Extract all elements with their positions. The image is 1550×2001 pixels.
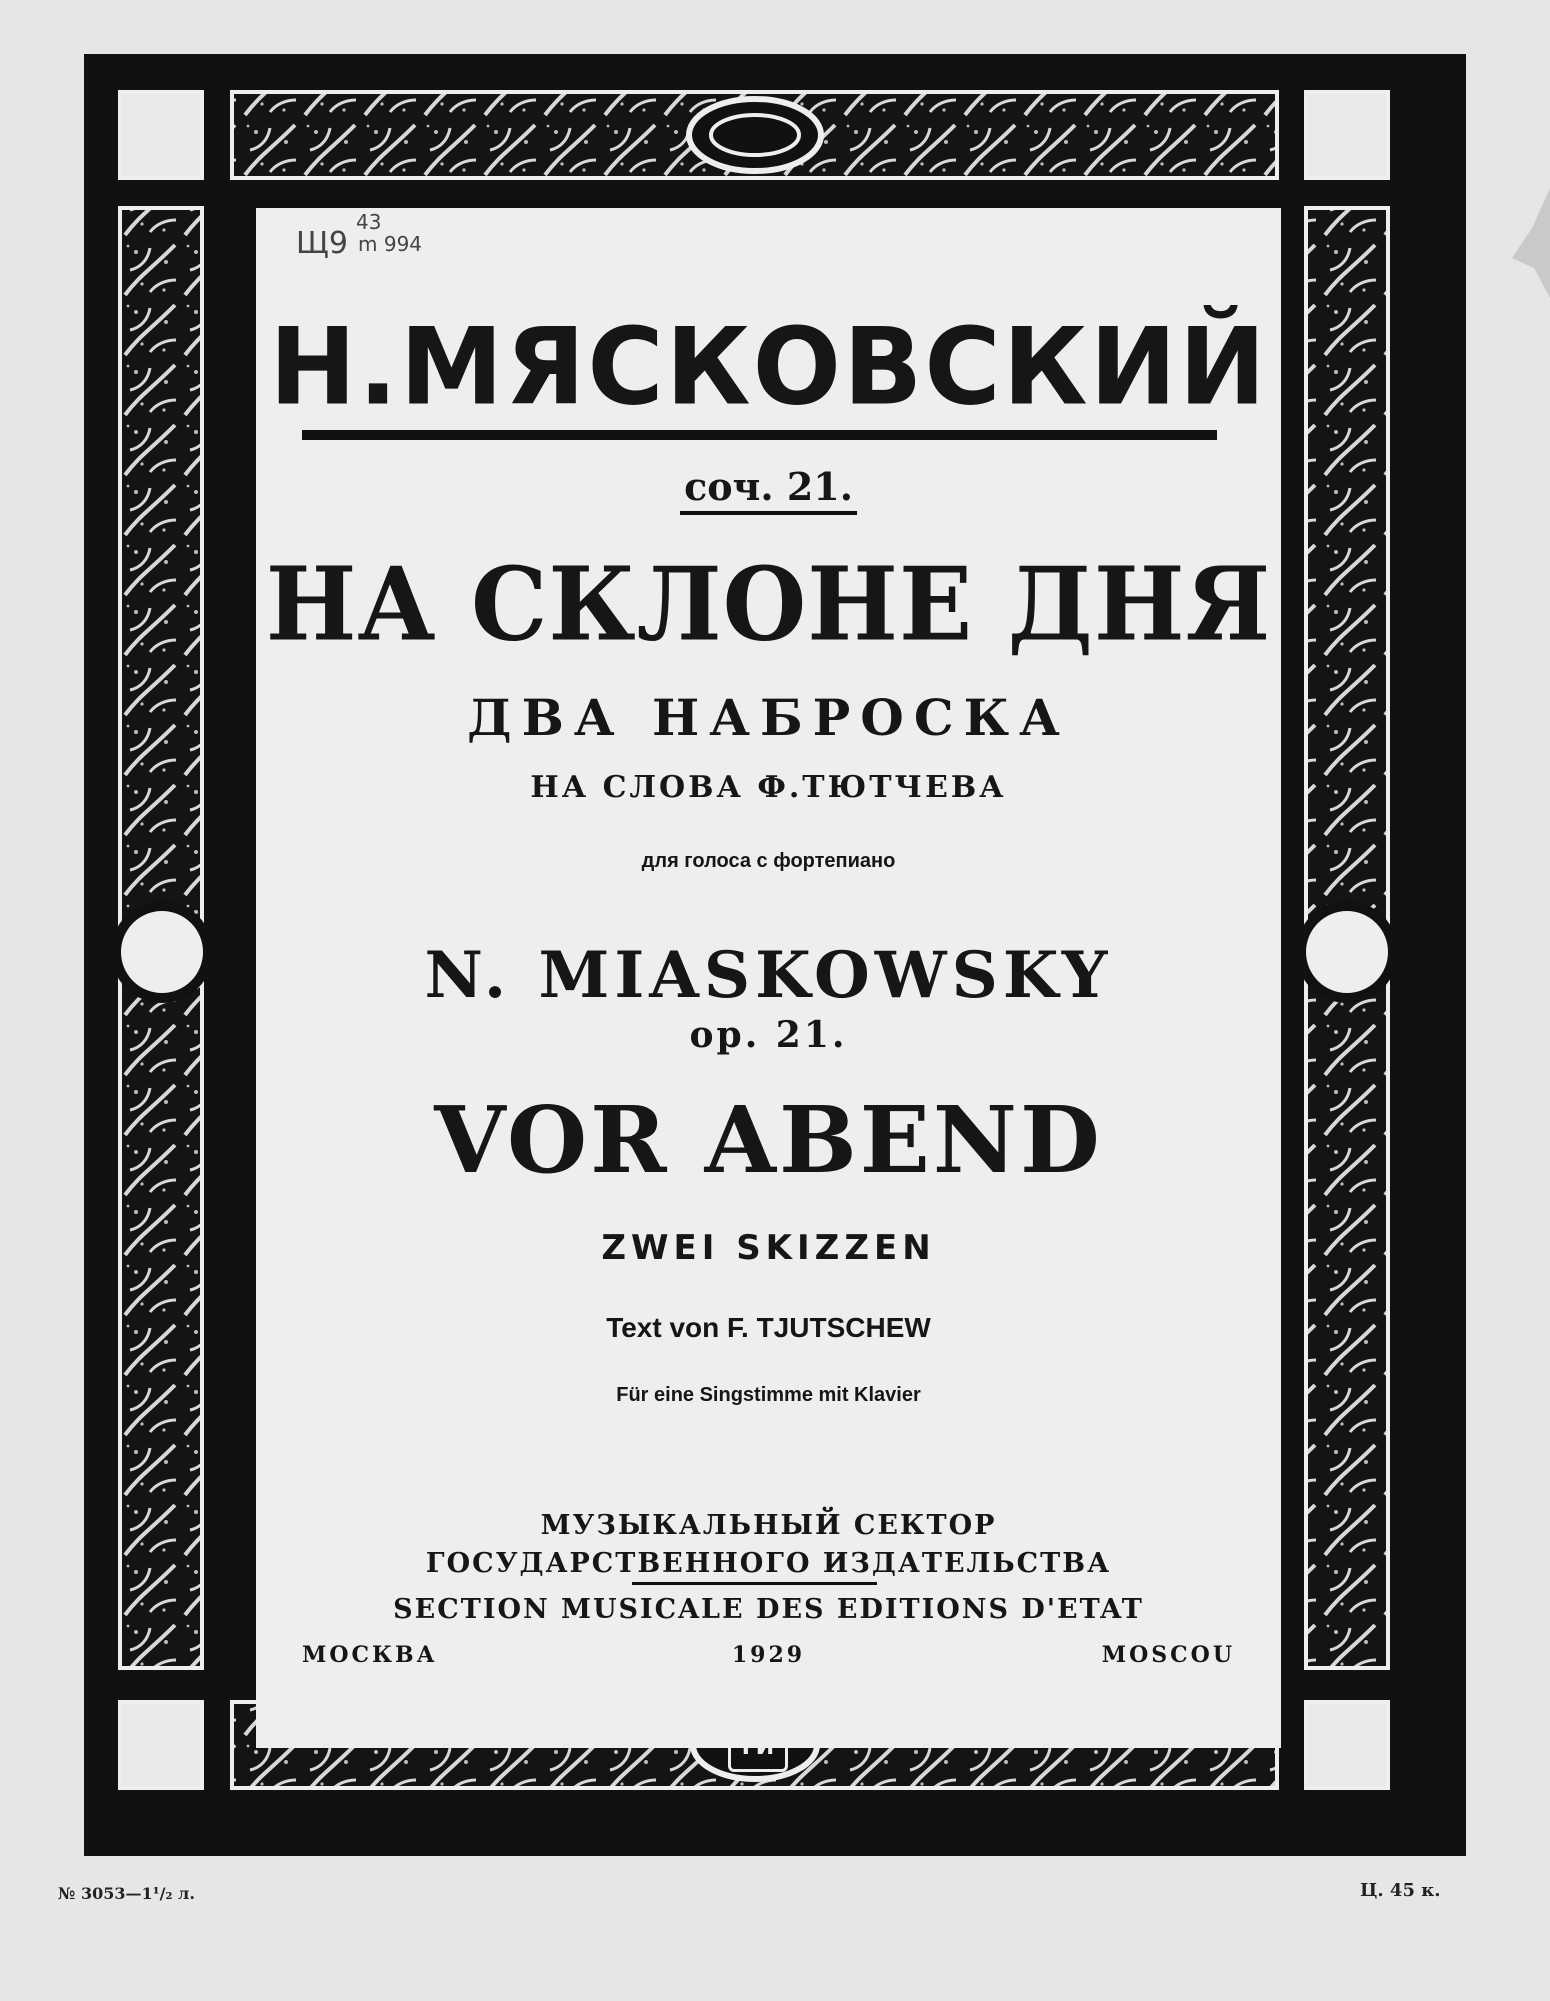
opus-german: op. 21. <box>689 1014 848 1056</box>
publisher-line-3: SECTION MUSICALE DES EDITIONS D'ETAT <box>393 1594 1144 1625</box>
work-title-russian: НА СКЛОНЕ ДНЯ <box>265 545 1272 664</box>
publisher-line-2: ГОСУДАРСТВЕННОГО ИЗДАТЕЛЬСТВА <box>425 1548 1112 1579</box>
composer-name-russian: Н.МЯСКОВСКИЙ <box>269 304 1268 430</box>
city-russian: МОСКВА <box>302 1642 438 1668</box>
work-subtitle-german: ZWEI SKIZZEN <box>601 1228 936 1268</box>
scoring-german: Für eine Singstimme mit Klavier <box>616 1384 921 1406</box>
publisher-line-1: МУЗЫКАЛЬНЫЙ СЕКТОР <box>540 1510 997 1541</box>
handwritten-shelf-mark <box>296 210 496 284</box>
opus-russian <box>256 464 1281 509</box>
work-subtitle-russian: ДВА НАБРОСКА <box>467 688 1070 747</box>
publisher-logo: ГИ <box>728 1724 788 1772</box>
price: Ц. 45 к. <box>1360 1880 1441 1901</box>
shelf-mark-bottom: m 994 <box>358 232 423 256</box>
title-panel <box>256 208 1281 1748</box>
publisher-rule <box>632 1582 877 1585</box>
city-french: MOSCOU <box>1101 1642 1235 1668</box>
title-rule <box>302 430 1217 440</box>
publication-year: 1929 <box>731 1642 806 1668</box>
catalog-number: № 3053—1¹/₂ л. <box>58 1884 195 1903</box>
paper-tear <box>1512 188 1550 298</box>
shelf-mark-top: 43 <box>356 210 382 234</box>
work-title-german: VOR ABEND <box>434 1086 1103 1194</box>
lyricist-german: Text von F. TJUTSCHEW <box>606 1312 931 1343</box>
opus-russian-text: соч. 21. <box>680 464 857 515</box>
scoring-russian: для голоса с фортепиано <box>641 850 896 872</box>
composer-name-german: N. MIASKOWSKY <box>424 938 1113 1013</box>
lyricist-russian: НА СЛОВА Ф.ТЮТЧЕВА <box>530 770 1007 805</box>
shelf-mark-main: Щ9 <box>296 226 348 261</box>
